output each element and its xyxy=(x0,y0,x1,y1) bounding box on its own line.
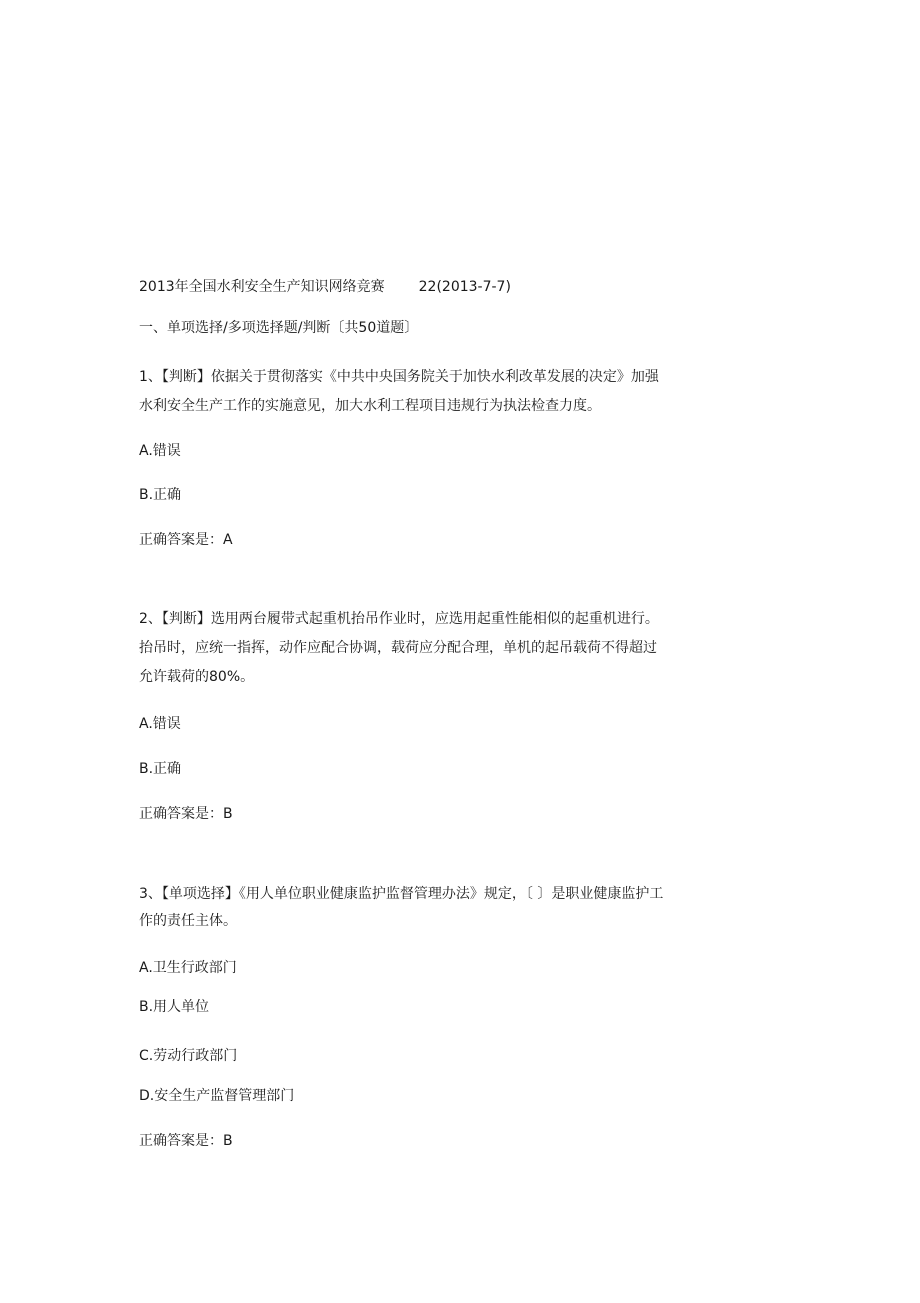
question-text-line: 抬吊时，应统一指挥，动作应配合协调，载荷应分配合理，单机的起吊载荷不得超过 xyxy=(139,640,657,656)
question-text-line: 水利安全生产工作的实施意见，加大水利工程项目违规行为执法检查力度。 xyxy=(139,398,601,414)
question-text-line: 作的责任主体。 xyxy=(139,913,237,929)
document-title xyxy=(139,277,511,297)
question-text-line: 2、【判断】选用两台履带式起重机抬吊作业时，应选用起重性能相似的起重机进行。 xyxy=(139,611,659,627)
option-b: B.正确 xyxy=(139,761,182,777)
option-b: B.用人单位 xyxy=(139,999,210,1015)
answer: 正确答案是：B xyxy=(139,806,233,822)
question-text-line: 3、【单项选择】《用人单位职业健康监护监督管理办法》规定，〔 〕是职业健康监护工 xyxy=(139,886,664,902)
section-heading: 一、单项选择/多项选择题/判断〔共50道题〕 xyxy=(139,320,419,336)
option-a: A.错误 xyxy=(139,716,181,732)
option-d: D.安全生产监督管理部门 xyxy=(139,1088,295,1104)
option-c: C.劳动行政部门 xyxy=(139,1048,238,1064)
answer: 正确答案是：B xyxy=(139,1133,233,1149)
title-text: 2013年全国水利安全生产知识网络竞赛 xyxy=(139,279,385,295)
question-text-line: 1、【判断】依据关于贯彻落实《中共中央国务院关于加快水利改革发展的决定》加强 xyxy=(139,369,659,385)
answer: 正确答案是：A xyxy=(139,532,233,548)
option-b: B.正确 xyxy=(139,487,182,503)
option-a: A.错误 xyxy=(139,443,181,459)
question-text-line: 允许载荷的80%。 xyxy=(139,669,255,685)
title-issue: 22(2013-7-7) xyxy=(418,279,511,295)
option-a: A.卫生行政部门 xyxy=(139,960,237,976)
